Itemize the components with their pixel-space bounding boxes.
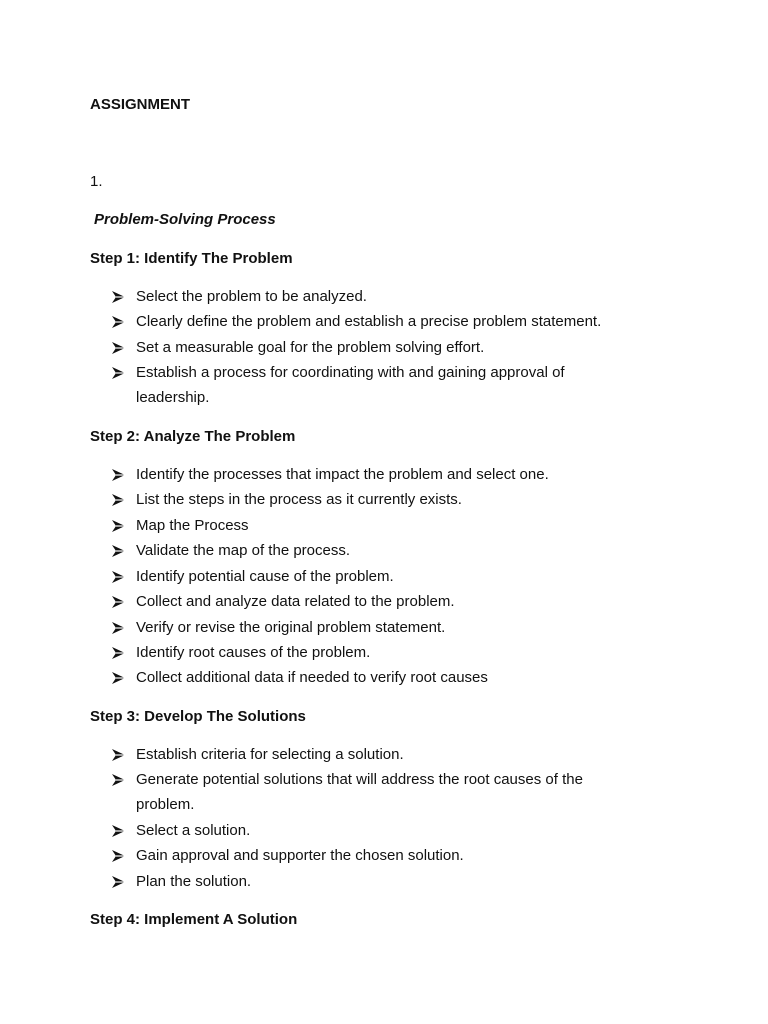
arrow-bullet-icon [112,316,125,328]
arrow-bullet-icon [112,520,125,532]
section-number: 1. [90,173,103,190]
step-4-heading: Step 4: Implement A Solution [90,911,298,928]
arrow-bullet-icon [112,571,125,583]
arrow-bullet-icon [112,494,125,506]
document-title: ASSIGNMENT [90,96,191,113]
arrow-bullet-icon [112,342,125,354]
arrow-bullet-icon [112,596,125,608]
arrow-bullet-icon [112,647,125,659]
arrow-bullet-icon [112,749,125,761]
arrow-bullet-icon [112,469,125,481]
arrow-bullet-icon [112,545,125,557]
arrow-bullet-icon [112,622,125,634]
arrow-bullet-icon [112,291,125,303]
arrow-bullet-icon [112,850,125,862]
arrow-bullet-icon [112,825,125,837]
step-3-heading: Step 3: Develop The Solutions [90,708,306,725]
arrow-bullet-icon [112,367,125,379]
section-subtitle: Problem-Solving Process [94,211,276,228]
arrow-bullet-icon [112,774,125,786]
step-2-heading: Step 2: Analyze The Problem [90,428,296,445]
document-page: ASSIGNMENT 1. Problem-Solving Process Step 1: Identify The Problem Select the problem to be analyzed. Clearly define the problem and establish a precise problem statement. Set a measurable goal for the problem solving effort. Establish a process for coordinating with and gaining approval of leadership. Step 2: Analyze The Problem Identify the processes that impact the problem and select one. List the steps in the process as it currently exists. Map the Process Validate the map of the process. Identify potential cause of the problem. Collect and analyze data related to the problem. Verify or revise the original problem statement. Identify root causes of the problem. Collect additional data if needed to verify root causes Step 3: Develop The Solutions Establish criteria for selecting a solution. Generate potential solutions that will address the root causes of the problem. Select a solution. Gain approval and supporter the chosen solution. Plan the solution. Step 4: Implement A Solution [0,0,768,1024]
step-1-heading: Step 1: Identify The Problem [90,250,293,267]
arrow-bullet-icon [112,672,125,684]
arrow-bullet-icon [112,876,125,888]
